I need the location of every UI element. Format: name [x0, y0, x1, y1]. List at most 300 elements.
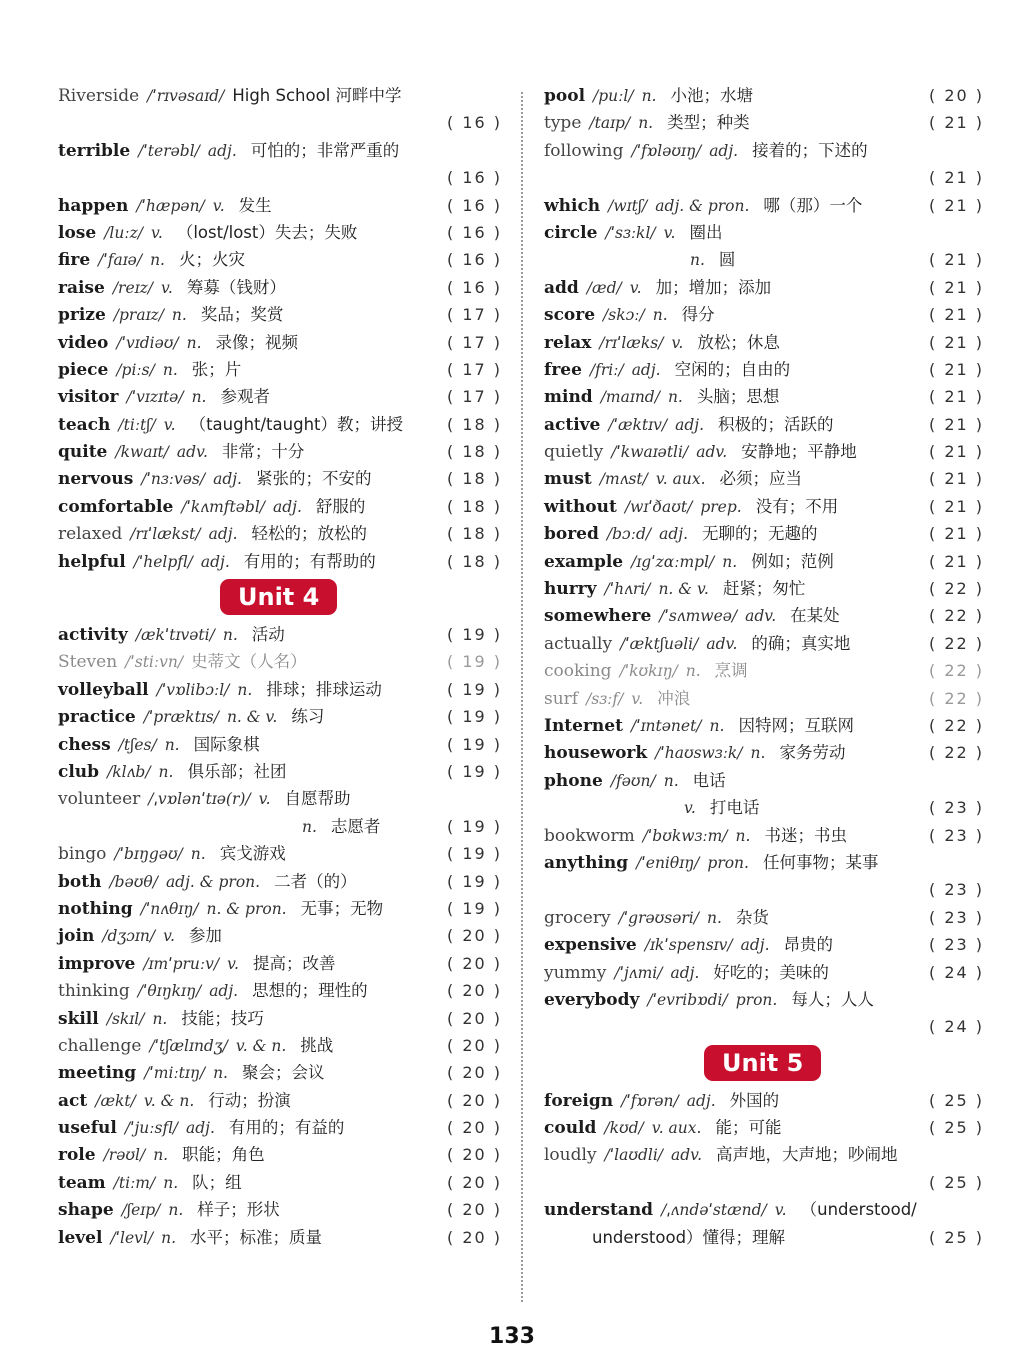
vocab-entry	[544, 575, 984, 602]
vocab-entry	[58, 520, 502, 547]
vocab-entry	[58, 840, 502, 867]
vocab-page-ref: ( 22 )	[928, 606, 984, 626]
vocab-phonetic: /bɔːd/	[606, 525, 652, 544]
vocab-entry	[544, 520, 984, 547]
vocab-page-ref: ( 22 )	[928, 661, 984, 681]
vocab-entry	[58, 548, 502, 575]
vocab-entry	[544, 301, 984, 328]
vocab-phonetic: /ˈhelpfl/	[133, 552, 193, 571]
vocab-word: loudly	[544, 1145, 597, 1166]
vocab-word: grocery	[544, 907, 611, 928]
vocab-word: video	[58, 332, 109, 353]
vocab-meaning: 得分	[681, 305, 715, 325]
vocab-part-of-speech: pron.	[735, 990, 778, 1009]
vocab-word: yummy	[544, 962, 607, 983]
vocab-word: foreign	[544, 1090, 614, 1111]
vocab-part-of-speech: v. aux.	[655, 470, 706, 489]
vocab-part-of-speech: adj.	[207, 141, 237, 160]
vocab-page-ref: ( 16 )	[446, 168, 502, 188]
vocab-meaning: 参观者	[220, 387, 270, 407]
vocab-entry	[544, 630, 984, 657]
unit-heading	[58, 575, 502, 621]
vocab-entry	[58, 895, 502, 922]
vocab-phonetic: /ˈhʌri/	[604, 580, 651, 599]
vocab-word: cooking	[544, 661, 612, 682]
vocab-word: improve	[58, 953, 136, 974]
vocab-word: volleyball	[58, 679, 149, 700]
vocab-phonetic: /puːl/	[593, 87, 634, 105]
vocab-part-of-speech: n.	[191, 388, 207, 407]
vocab-entry	[58, 356, 502, 383]
vocab-word: team	[58, 1172, 106, 1193]
vocab-phonetic: /wɪtʃ/	[608, 196, 648, 215]
vocab-page-ref: ( 20 )	[446, 1063, 502, 1083]
vocab-part-of-speech: v.	[631, 689, 644, 708]
vocab-meaning: 有用的；有益的	[228, 1118, 345, 1138]
vocab-part-of-speech: n.	[302, 817, 317, 836]
vocab-phonetic: /ˈæktɪv/	[608, 415, 668, 434]
vocab-entry	[58, 1141, 502, 1168]
vocab-phonetic: /mʌst/	[599, 470, 648, 489]
vocab-phonetic: /ˈɪntənet/	[630, 716, 702, 735]
vocab-part-of-speech: adj.	[675, 415, 705, 434]
vocab-entry	[544, 1169, 984, 1196]
vocab-phonetic: /ˈrɪvəsaɪd/	[147, 87, 225, 105]
vocab-entry	[544, 1224, 984, 1251]
vocab-part-of-speech: v.	[663, 223, 676, 242]
vocab-meaning: 放松；休息	[697, 332, 780, 352]
vocab-page-ref: ( 19 )	[446, 761, 502, 781]
vocab-meaning: 任何事物；某事	[762, 852, 879, 872]
vocab-phonetic: /piːs/	[116, 360, 155, 379]
vocab-meaning: 每人；人人	[791, 989, 874, 1009]
vocab-entry	[544, 82, 984, 109]
vocab-page-ref: ( 21 )	[928, 524, 984, 544]
vocab-phonetic: /ˈsɜːkl/	[605, 223, 656, 242]
vocab-phonetic: /sɜːf/	[586, 689, 624, 708]
vocab-entry	[58, 274, 502, 301]
vocab-word: circle	[544, 222, 598, 243]
vocab-word: role	[58, 1145, 96, 1166]
vocab-phonetic: /rɪˈlæks/	[599, 333, 664, 352]
vocab-page-ref: ( 16 )	[446, 222, 502, 242]
vocab-meaning: 排球；排球运动	[266, 679, 382, 699]
vocab-phonetic: /rəʊl/	[103, 1146, 146, 1165]
vocab-phonetic: /skɪl/	[106, 1009, 145, 1028]
vocab-part-of-speech: adv.	[696, 443, 728, 462]
vocab-meaning: 例如；范例	[751, 551, 834, 571]
vocab-part-of-speech: n.	[161, 1228, 177, 1247]
vocab-page-ref: ( 22 )	[928, 579, 984, 599]
vocab-page-ref: ( 20 )	[446, 1118, 502, 1138]
vocab-word: expensive	[544, 935, 637, 956]
vocab-phonetic: /kʊd/	[604, 1119, 644, 1138]
vocab-page-ref: ( 24 )	[928, 1017, 984, 1037]
vocab-meaning: 参加	[188, 926, 222, 946]
vocab-page-ref: ( 20 )	[446, 1200, 502, 1220]
vocab-word: phone	[544, 770, 603, 791]
vocab-meaning: 轻松的；放松的	[251, 524, 367, 544]
vocab-part-of-speech: n.	[750, 744, 766, 763]
vocab-part-of-speech: adv.	[745, 607, 777, 626]
vocab-meaning: 活动	[251, 625, 285, 645]
vocab-meaning: 哪（那）一个	[763, 195, 863, 215]
vocab-phonetic: /ɪmˈpruːv/	[143, 954, 220, 973]
vocab-part-of-speech: v.	[163, 927, 175, 946]
vocab-meaning: 因特网；互联网	[738, 715, 854, 735]
vocab-part-of-speech: adj.	[208, 525, 238, 544]
vocab-word: Internet	[544, 715, 623, 736]
vocab-meaning: 行动；扮演	[208, 1090, 291, 1110]
vocab-entry	[58, 438, 502, 465]
vocab-page-ref: ( 17 )	[446, 387, 502, 407]
vocab-entry	[544, 219, 984, 246]
vocab-page-ref: ( 20 )	[928, 86, 984, 105]
vocab-phonetic: /tʃes/	[118, 735, 157, 754]
vocab-page-ref: ( 21 )	[928, 113, 984, 133]
vocab-word: comfortable	[58, 496, 174, 517]
vocab-page-ref: ( 21 )	[928, 332, 984, 352]
vocab-word: which	[544, 195, 601, 216]
vocab-page-ref: ( 21 )	[928, 305, 984, 325]
vocab-phonetic: /bəʊθ/	[109, 872, 158, 891]
vocab-meaning: 在某处	[790, 606, 840, 626]
vocab-word: bingo	[58, 844, 107, 865]
vocab-entry	[544, 548, 984, 575]
vocab-part-of-speech: n.	[663, 771, 679, 790]
vocab-meaning: 好吃的；美味的	[713, 962, 829, 982]
vocab-phonetic: /ˈsʌmweə/	[659, 607, 738, 626]
vocab-entry	[58, 1169, 502, 1196]
vocab-word: nervous	[58, 469, 134, 490]
vocab-entry	[544, 876, 984, 903]
vocab-page-ref: ( 19 )	[446, 625, 502, 645]
vocab-meaning: 挑战	[300, 1035, 334, 1055]
vocab-word: bookworm	[544, 825, 635, 846]
vocab-page-ref: ( 20 )	[446, 1145, 502, 1165]
vocab-phonetic: /ɪkˈspensɪv/	[644, 936, 733, 955]
vocab-word: surf	[544, 688, 579, 709]
vocab-word: bored	[544, 524, 599, 545]
vocab-meaning: 张；片	[191, 359, 242, 379]
vocab-word: volunteer	[58, 789, 141, 810]
vocab-phonetic: /ɪgˈzɑːmpl/	[631, 552, 715, 571]
vocab-part-of-speech: adj. & pron.	[165, 872, 261, 891]
vocab-part-of-speech: adj.	[709, 141, 739, 160]
vocab-entry	[58, 164, 502, 191]
vocab-phonetic: /æd/	[586, 278, 622, 297]
vocab-entry	[58, 922, 502, 949]
vocab-word: act	[58, 1090, 88, 1111]
vocab-entry	[58, 1087, 502, 1114]
vocab-meaning: understood）懂得；理解	[592, 1227, 786, 1247]
vocab-entry	[58, 192, 502, 219]
vocab-part-of-speech: adj.	[740, 936, 770, 955]
vocab-part-of-speech: v.	[684, 799, 696, 818]
vocab-phonetic: /friː/	[589, 360, 624, 379]
vocab-phonetic: /ˈnɜːvəs/	[141, 470, 206, 489]
vocab-page-ref: ( 16 )	[446, 277, 502, 297]
vocab-meaning: 职能；角色	[182, 1145, 265, 1165]
vocab-word: without	[544, 496, 617, 517]
vocab-page-ref: ( 19 )	[446, 734, 502, 754]
vocab-meaning: 思想的；理性的	[252, 981, 368, 1001]
vocab-entry	[544, 246, 984, 273]
vocab-word: useful	[58, 1118, 117, 1139]
vocab-part-of-speech: v.	[227, 954, 239, 973]
vocab-word: relax	[544, 332, 592, 353]
vocab-meaning: 有用的；有帮助的	[243, 551, 376, 571]
vocab-part-of-speech: adj.	[186, 1119, 215, 1138]
vocab-meaning: 队；组	[192, 1172, 242, 1192]
vocab-word: challenge	[58, 1035, 142, 1056]
vocab-part-of-speech: n.	[709, 716, 725, 735]
vocab-meaning: 冲浪	[657, 688, 691, 708]
vocab-entry	[58, 1196, 502, 1223]
vocab-word: somewhere	[544, 606, 652, 627]
vocab-entry	[544, 137, 984, 164]
vocab-phonetic: /maɪnd/	[600, 388, 660, 407]
vocab-entry	[544, 904, 984, 931]
vocab-entry	[58, 109, 502, 136]
vocab-part-of-speech: v. & n.	[235, 1036, 287, 1055]
vocab-meaning: 宾戈游戏	[219, 844, 286, 864]
vocab-part-of-speech: adv.	[176, 443, 208, 462]
vocab-phonetic: /skɔː/	[603, 306, 645, 325]
vocab-phonetic: /ˈkwaɪətli/	[611, 443, 689, 462]
vocab-word: helpful	[58, 551, 126, 572]
vocab-word: must	[544, 469, 592, 490]
vocab-part-of-speech: prep.	[700, 497, 742, 516]
vocab-part-of-speech: n.	[163, 1173, 179, 1192]
vocab-phonetic: /ˈgrəʊsəri/	[618, 908, 699, 927]
vocab-word: happen	[58, 195, 129, 216]
vocab-page-ref: ( 17 )	[446, 332, 502, 352]
vocab-word: type	[544, 113, 582, 134]
vocab-part-of-speech: v.	[163, 415, 176, 434]
vocab-entry	[544, 959, 984, 986]
vocab-page-ref: ( 20 )	[446, 1172, 502, 1192]
vocab-word: mind	[544, 387, 593, 408]
vocab-part-of-speech: n.	[152, 1009, 168, 1028]
vocab-part-of-speech: adj.	[200, 552, 230, 571]
vocab-meaning: 练习	[291, 707, 325, 727]
vocab-part-of-speech: n. & v.	[658, 580, 709, 599]
vocab-meaning: 志愿者	[330, 816, 381, 836]
vocab-entry	[544, 739, 984, 766]
vocab-entry	[544, 1141, 984, 1168]
vocab-meaning: 非常；十分	[221, 442, 305, 462]
vocab-entry	[58, 758, 502, 785]
vocab-entry	[544, 849, 984, 876]
vocab-meaning: 舒服的	[315, 496, 366, 516]
vocab-phonetic: /ækt/	[95, 1091, 136, 1110]
vocab-part-of-speech: n.	[707, 908, 722, 927]
vocab-phonetic: /luːz/	[104, 223, 143, 242]
vocab-entry	[544, 931, 984, 958]
vocab-page-ref: ( 18 )	[446, 414, 502, 434]
vocab-phonetic: /ˈfaɪə/	[98, 251, 143, 270]
vocab-phonetic: /ˈæktʃuəli/	[620, 634, 699, 653]
vocab-phonetic: /ˈbɪŋgəʊ/	[114, 845, 183, 864]
vocab-entry	[58, 785, 502, 812]
vocab-word: terrible	[58, 140, 131, 161]
vocab-meaning: 外国的	[729, 1090, 780, 1110]
vocab-phonetic: /praɪz/	[113, 306, 164, 325]
vocab-page-ref: ( 17 )	[446, 305, 502, 325]
vocab-phonetic: /ˈfɒrən/	[621, 1091, 679, 1110]
vocab-word: visitor	[58, 387, 119, 408]
vocab-entry	[544, 986, 984, 1013]
vocab-word: free	[544, 359, 582, 380]
vocab-part-of-speech: v.	[150, 223, 163, 242]
vocab-phonetic: /ˈterəbl/	[138, 141, 200, 160]
vocab-meaning: 筹募（钱财）	[186, 277, 286, 297]
vocab-entry	[58, 977, 502, 1004]
vocab-part-of-speech: n.	[164, 735, 180, 754]
vocab-part-of-speech: n.	[685, 662, 701, 681]
vocab-page-ref: ( 21 )	[928, 250, 984, 270]
vocab-word: add	[544, 277, 579, 298]
vocab-part-of-speech: n.	[162, 360, 178, 379]
vocab-part-of-speech: adj.	[631, 360, 661, 379]
vocab-entry	[544, 767, 984, 794]
vocab-page-ref: ( 23 )	[928, 880, 984, 900]
vocab-page-ref: ( 18 )	[446, 524, 502, 544]
vocab-phonetic: /klʌb/	[107, 762, 151, 781]
vocab-entry	[58, 1032, 502, 1059]
vocab-entry	[58, 82, 502, 109]
vocab-meaning: 无事；无物	[300, 898, 384, 918]
vocab-meaning: 聚会；会议	[241, 1063, 325, 1083]
vocab-word: score	[544, 305, 596, 326]
left-column	[58, 82, 502, 1251]
vocab-phonetic: /tiːtʃ/	[118, 415, 156, 434]
vocab-part-of-speech: adv.	[706, 634, 738, 653]
vocab-entry	[58, 703, 502, 730]
vocab-word: example	[544, 551, 624, 572]
vocab-part-of-speech: v.	[629, 278, 642, 297]
vocab-meaning: 录像；视频	[215, 332, 299, 352]
vocab-meaning: 自愿帮助	[284, 789, 351, 809]
vocab-meaning: 杂货	[735, 907, 769, 927]
vocab-phonetic: /ˈlaʊdli/	[604, 1146, 664, 1165]
vocab-entry	[544, 329, 984, 356]
vocab-page-ref: ( 19 )	[446, 679, 502, 699]
vocab-part-of-speech: adj.	[659, 525, 688, 544]
vocab-meaning: （understood/	[800, 1200, 917, 1220]
vocab-meaning: 的确；真实地	[751, 633, 851, 653]
vocab-page-ref: ( 18 )	[446, 496, 502, 516]
vocab-entry	[58, 137, 502, 164]
vocab-word: club	[58, 761, 100, 782]
vocab-entry	[544, 438, 984, 465]
vocab-meaning: 能；可能	[715, 1118, 782, 1138]
vocab-meaning: 无聊的；无趣的	[702, 524, 818, 544]
vocab-entry	[544, 602, 984, 629]
vocab-word: Riverside	[58, 86, 140, 106]
vocab-meaning: 提高；改善	[252, 953, 336, 973]
vocab-phonetic: /reɪz/	[112, 278, 153, 297]
vocab-word: both	[58, 871, 102, 892]
vocab-entry	[58, 493, 502, 520]
vocab-word: actually	[544, 633, 613, 654]
vocab-entry	[58, 1005, 502, 1032]
vocab-word: teach	[58, 414, 111, 435]
vocab-word: chess	[58, 734, 111, 755]
unit-badge: Unit 5	[704, 1045, 821, 1081]
vocab-phonetic: /ˈhaʊswɜːk/	[655, 744, 743, 763]
vocab-entry	[58, 465, 502, 492]
vocab-meaning: 小池；水塘	[670, 86, 753, 105]
vocab-phonetic: /ˈpræktɪs/	[143, 708, 219, 727]
vocab-part-of-speech: n.	[168, 1201, 184, 1220]
vocab-entry	[58, 731, 502, 758]
vocab-phonetic: /wɪˈðaʊt/	[624, 497, 693, 516]
vocab-entry	[544, 465, 984, 492]
vocab-page-ref: ( 25 )	[928, 1090, 984, 1110]
vocab-page-ref: ( 21 )	[928, 387, 984, 407]
vocab-page-ref: ( 20 )	[446, 1008, 502, 1028]
vocab-word: raise	[58, 277, 105, 298]
vocab-meaning: High School 河畔中学	[232, 86, 402, 105]
column-divider	[521, 92, 523, 1302]
vocab-page-ref: ( 18 )	[446, 551, 502, 571]
vocab-entry	[58, 301, 502, 328]
vocab-page-ref: ( 21 )	[928, 496, 984, 516]
vocab-page-ref: ( 23 )	[928, 935, 984, 955]
vocab-entry	[544, 1013, 984, 1040]
vocab-page-ref: ( 19 )	[446, 816, 502, 836]
vocab-entry	[58, 1059, 502, 1086]
vocab-page-ref: ( 20 )	[446, 981, 502, 1001]
vocab-part-of-speech: n.	[150, 251, 165, 270]
vocab-part-of-speech: v. & n.	[143, 1091, 195, 1110]
vocab-meaning: 必须；应当	[719, 469, 803, 489]
vocab-phonetic: /ˈkʌmftəbl/	[181, 497, 266, 516]
vocab-meaning: 书迷；书虫	[764, 825, 847, 845]
vocab-meaning: 二者（的）	[274, 871, 357, 891]
vocab-phonetic: /ˈevribɒdi/	[647, 990, 728, 1009]
vocab-phonetic: /ˈhæpən/	[136, 196, 205, 215]
vocab-page-ref: ( 16 )	[446, 195, 502, 215]
vocab-part-of-speech: n.	[153, 1146, 169, 1165]
vocab-phonetic: /ækˈtɪvəti/	[135, 626, 215, 645]
vocab-meaning: 接着的；下述的	[752, 140, 868, 160]
vocab-part-of-speech: v. aux.	[651, 1119, 702, 1138]
vocab-word: practice	[58, 707, 136, 728]
vocab-page-ref: ( 18 )	[446, 442, 502, 462]
vocab-word: following	[544, 140, 624, 161]
vocab-part-of-speech: n.	[641, 87, 657, 105]
vocab-part-of-speech: adj.	[273, 497, 302, 516]
vocab-meaning: 俱乐部；社团	[187, 761, 287, 781]
vocab-meaning: 圈出	[689, 222, 723, 242]
page-number: 133	[489, 1324, 535, 1349]
vocab-entry	[58, 648, 502, 675]
vocab-phonetic: /ˈjuːsfl/	[124, 1119, 179, 1138]
vocab-page-ref: ( 23 )	[928, 798, 984, 818]
vocab-word: quite	[58, 442, 108, 463]
vocab-page-ref: ( 18 )	[446, 469, 502, 489]
vocab-phonetic: /ˈnʌθɪŋ/	[140, 899, 199, 918]
vocab-part-of-speech: n.	[158, 762, 174, 781]
vocab-phonetic: /dʒɔɪn/	[102, 927, 156, 946]
vocab-word: shape	[58, 1200, 114, 1221]
vocab-meaning: 奖品；奖赏	[200, 305, 284, 325]
vocab-entry	[544, 493, 984, 520]
vocab-page-ref: ( 20 )	[446, 1035, 502, 1055]
